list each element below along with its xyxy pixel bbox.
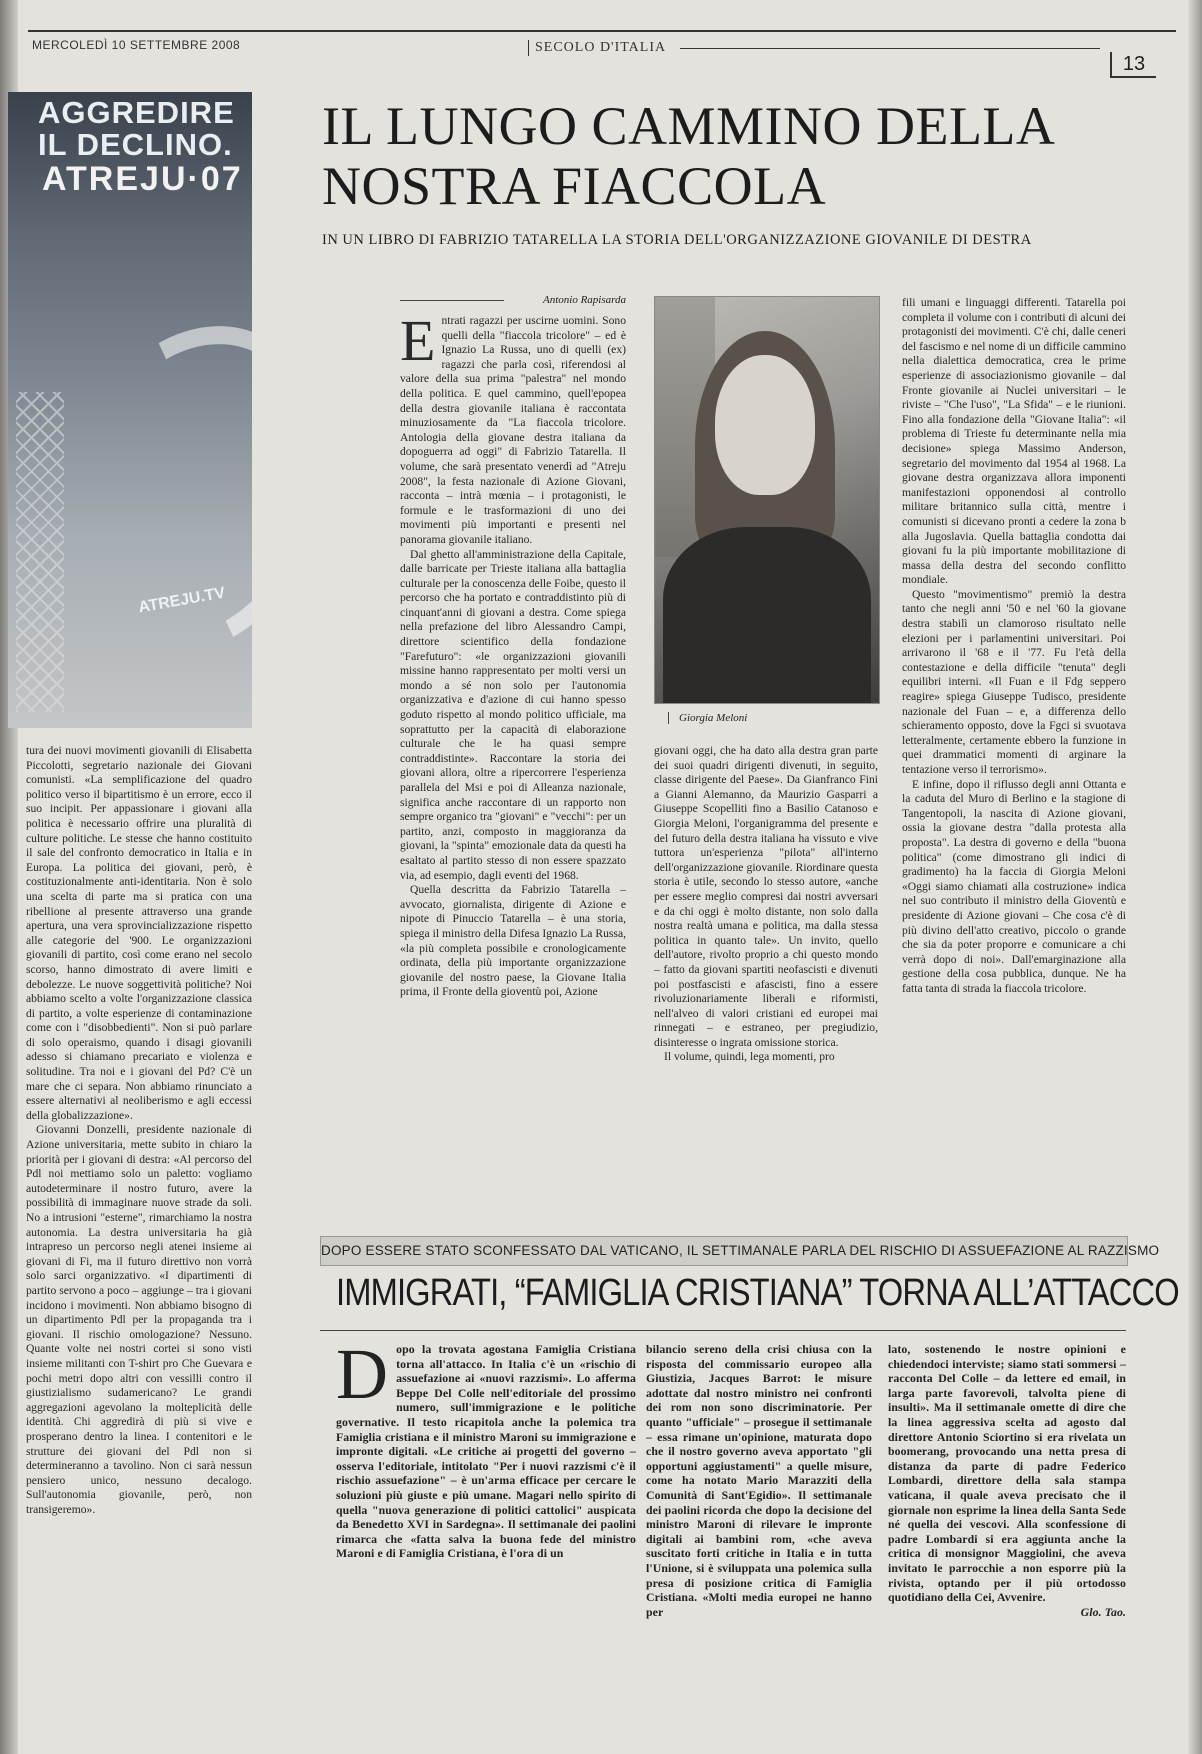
article2-column-2 [646,1342,872,1712]
masthead-rule [680,48,1100,49]
author-byline: Antonio Rapisarda [400,294,626,306]
portrait-photo [654,296,880,704]
article-paragraph: E infine, dopo il riflusso degli anni Ottanta e la caduta del Muro di Berlino e la stagione di Tangentopoli, la nascita di Azione giovani, ossia la giovane destra "dalla protesta alla proposta". La destra di governo e della "buona politica" (come dimostrano gli indici di gradimento) ha la faccia di Giorgia Meloni «Oggi siamo chiamati alla costruzione» indica nel suo contributo il ministro della Gioventù e presidente di Azione giovani – Che cosa c'è di più divino dell'atto creativo, piccolo o grande che sia da poter proporre e comunicare a chi verrà dopo di noi». Dall'emarginazione alla gestione della cosa pubblica, dunque. Ne ha fatta tanta di strada la fiaccola tricolore. [902,777,1126,995]
article-paragraph: Quella descritta da Fabrizio Tatarella – avvocato, giornalista, dirigente di Azione e nipote di Pinuccio Tatarella – è una storia, spiega il ministro della Difesa Ignazio La Russa, «la più completa possibile e cronologicamente ordinata, della più importante organizzazione giovanile del nostro paese, la Giovane Italia prima, il Fronte della gioventù poi, Azione [400,883,626,999]
masthead [28,30,1176,75]
sidebar-paragraph: Giovanni Donzelli, presidente nazionale di Azione universitaria, mette subito in chiaro la priorità per i giovani di destra: «Al percorso del Pdl noi mettiamo solo un paletto: vogliamo autodeterminare il nostro futuro, avere la possibilità di immaginare nuove strade da soli. No a intrusioni "esterne", rimarchiamo la nostra autonomia. La destra universitaria ha già intrapreso un percorso negli atenei insieme ai giovani di Fi, ma il futuro direttivo non vorrà solo sarci organizzativo. «I dipartimenti di partito servono a poco – aggiunge – tra i giovani incidono i movimenti. Non abbiamo bisogno di un dipartimento Pdl per la propaganda tra i giovani. Il rischio omologazione? Nessuno. Quante volte nei nostri cortei si sono visti insieme militanti con T-shirt pro Che Guevara e pochi metri dopo altri con vessilli contro il giustizialismo sudamericano? Le grandi aggregazioni agevolano la molteplicità delle identità. Chi aggredirà di più si vive e prosperano dentro la linea. I contenitori e le strutture dei giovani del Pdl non si determineranno a tavolino. Non ci sarà nessun pensiero unico, nessuno decalogo. Sull'autonomia giovanile, però, non transigeremo». [26,1123,252,1516]
poster-line-1: AGGREDIRE [38,95,235,130]
sidebar-paragraph: tura dei nuovi movimenti giovanili di Elisabetta Piccolotti, segretario nazionale dei Giovani comunisti. «La semplificazione del quadro politico verso il bipartitismo è un errore, ecco il suo incipit. Per appassionare i giovani alla politica è necessario offrire una pluralità di culture politiche. Le stesse che hanno costituito il sale del confronto democratico in Italia e in Europa. La politica dei giovani, però, è costituzionalmente anti-identitaria. Non è solo una scelta di parte ma si pratica con una ribellione al presente attraverso una grande apertura, una vera sprovincializzazione rispetto alle categorie del '900. Le organizzazioni giovanili di partito, così come erano nel secolo scorso, hanno dimostrato di avere limiti e debolezze. Le nuove soggettività politiche? Noi abbiamo scelto a volte l'organizzazione classica di partito, a volte esperienze di contaminazione come con i "disobbedienti". Non si può parlare di solo operaismo, quando i disagi giovanili adesso si chiamano precariato e violenza e solitudine. Tra noi e i giovani del Pd? C'è un mare che ci separa. Non abbiamo rinunciato a essere alternativi al neoliberismo e agli eccessi della globalizzazione». [26,744,252,1122]
article2-rule [320,1330,1126,1331]
sidebar-column [26,744,252,1724]
main-subheadline: IN UN LIBRO DI FABRIZIO TATARELLA LA STORIA DELL'ORGANIZZAZIONE GIOVANILE DI DESTRA [322,232,1032,248]
drop-cap: E [400,314,436,373]
poster-line-3: ATREJU·07 [42,160,243,198]
photo-jacket [663,527,871,704]
page-number: 13 [1110,52,1156,78]
atreju-poster-photo [8,92,252,728]
article2-paragraph: lato, sostenendo le nostre opinioni e chiedendoci interviste; siamo stati sommersi – racconta Del Colle – da lettere ed email, in larga parte favorevoli, talvolta piene di insulti». Ma il settimanale omette di dire che la linea aggressiva scelta ad agosto dal direttore Antonio Sciortino si era rivelata un boomerang, provocando una netta presa di distanza da parte di padre Federico Lombardi, direttore della sala stampa vaticana, il quale aveva precisato che il giornale non esprime la linea della Santa Sede né quella dei vescovi. Alla sconfessione di padre Lombardi si era aggiunta anche la critica di monsignor Maggiolini, che aveva invitato le parrocchie a non esporre più la rivista, optando per il più ortodosso quotidiano della Cei, Avvenire. [888,1342,1126,1605]
article2-headline: IMMIGRATI, “FAMIGLIA CRISTIANA” TORNA ALL’ATTACCO [336,1272,1179,1314]
poster-tag: ATREJU.TV [137,584,227,617]
article-paragraph: fili umani e linguaggi differenti. Tatarella poi completa il volume con i contributi di alcuni dei protagonisti dei movimenti. C'è chi, dalle ceneri del fascismo e nel nome di un difficile cammino nella dialettica democratica, crea le prime esperienze di associazionismo giovanile – dal Fronte giovanile ai Nuclei universitari – le riviste – "Che l'uso", "La Sfida" – e le riunioni. Fino alla fondazione della "Giovane Italia": «il problema di Trieste fu determinante nella mia decisione» spiega Massimo Anderson, segretario del movimento dal 1954 al 1968. La giovane destra organizzava allora imponenti manifestazioni opponendosi al controllo militare britannico sulla città, mentre i comunisti si dicevano pronti a cedere la zona b alla Jugoslavia. Quella battaglia condotta dai giovani fu la più importante mobilitazione di massa della destra del secondo conflitto mondiale. [902,296,1126,587]
article-column-1 [400,314,626,1176]
article2-column-1 [336,1342,636,1712]
masthead-date: MERCOLEDÌ 10 SETTEMBRE 2008 [32,38,241,52]
poster-stage-truss [16,392,64,712]
drop-cap: D [336,1342,389,1414]
article2-signature: Glo. Tao. [1080,1604,1126,1619]
article2-kicker: DOPO ESSERE STATO SCONFESSATO DAL VATICANO, IL SETTIMANALE PARLA DEL RISCHIO DI ASSUEFAZIONE AL RAZZISMO [320,1236,1128,1266]
article-paragraph: Questo "movimentismo" premiò la destra tanto che negli anni '50 e nel '60 la giovane destra stabilì un clamoroso risultato nelle elezioni per i parlamentini universitari. Poi arrivarono il '68 e il '77. Fu l'età della contestazione e della difficile "tenuta" degli equilibri interni. «Il Fuan e il Fdg seppero reagire» spiega Giuseppe Tudisco, presidente nazionale del Fuan – e, a differenza dello schieramento opposto, dove la Fgci si svuotava letteralmente, certamente ebbero la funzione in quei drammatici momenti di arginare la tentazione verso il terrorismo». [902,587,1126,776]
photo-face [715,355,815,495]
poster-line-2: IL DECLINO. [38,127,233,162]
main-headline: IL LUNGO CAMMINO DELLA NOSTRA FIACCOLA [322,96,1053,216]
page-edge-shadow [1188,0,1202,1754]
masthead-paper-name: SECOLO D'ITALIA [528,40,672,56]
article-paragraph: ntrati ragazzi per uscirne uomini. Sono quelli della "fiaccola tricolore" – ed è Ignazio La Russa, uno di quelli (ex) ragazzi che parla così, riferendosi al valore della sua prima "palestra" nel mondo della politica. E quel cammino, quell'epopea della destra giovanile italiana è raccontata minuziosamente da "La fiaccola tricolore. Antologia della giovane destra italiana da dopoguerra ad oggi" di Fabrizio Tatarella. Il volume, che sarà presentato venerdì ad "Atreju 2008", la festa nazionale di Azione Giovani, racconta – intrà mœnia – i protagonisti, le formule e le trasformazioni di uno dei movimenti più importanti e presenti nel panorama giovanile italiano. [400,314,626,546]
article2-paragraph: opo la trovata agostana Famiglia Cristiana torna all'attacco. In Italia c'è un «rischio di assuefazione ai «nuovi razzismi». Lo afferma Beppe Del Colle nell'editoriale del prossimo numero, sull'immigrazione e le politiche governative. Il testo ricapitola anche la polemica tra Famiglia cristiana e il ministro Maroni su immigrazione e impronte digitali. «Le critiche ai progetti del governo – osserva l'editoriale, intitolato "Per i nuovi razzismi c'è il rischio assuefazione" – è un'arma efficace per cercare le soluzioni più giuste e più umane. Magari nello spirito di quella "nuova generazione di politici cattolici" auspicata da Benedetto XVI in Sardegna». Il settimanale dei paolini rimarca che «fatta salva la buona fede del ministro Maroni e di Famiglia Cristiana, è l'ora di un [336,1342,636,1561]
article-column-3 [902,296,1126,1176]
photo-caption: Giorgia Meloni [668,712,747,724]
article-paragraph: Il volume, quindi, lega momenti, pro [664,1050,835,1064]
article-paragraph: Dal ghetto all'amministrazione della Capitale, dalle barricate per Trieste italiana alla battaglia culturale per la conoscenza delle Foibe, questo il percorso che ha portato e contraddistinto più di cinquant'anni di giovani a destra. Come spiega nella prefazione del libro Alessandro Campi, direttore scientifico della fondazione "Farefuturo": «le organizzazioni giovanili missine hanno rappresentato per molti versi un mondo a sé non solo per l'autonomia organizzativa e d'azione di cui hanno spesso goduto rispetto al mondo politico ufficiale, ma soprattutto per la capacità di elaborazione culturale che le ha quasi sempre contraddistinte». Raccontare la storia dei giovani allora, oltre a ripercorrere l'esperienza parallela del Msi e poi di Alleanza nazionale, significa anche raccontare di un rapporto non sempre organico tra "giovani" e "vecchi": per un partito, anzi, composto in maggioranza da giovani, la "spinta" emozionale data da questi ha esaltato al partito stesso di non essere spazzato via, ad esempio, dagli eventi del 1968. [400,547,626,882]
article-column-2 [654,744,878,1176]
article2-paragraph: bilancio sereno della crisi chiusa con la risposta del commissario europeo alla Giustizia, Jacques Barrot: le misure adottate dal nostro ministro nei confronti dei rom non sono discriminatorie. Per quanto "ufficiale" – prosegue il settimanale – essa rimane un'opinione, maturata dopo che il nostro governo aveva apportato "gli opportuni aggiustamenti" a quelle misure, come ha notato Mario Marazziti della Comunità di Sant'Egidio». Il settimanale dei paolini ricorda che dopo la decisione del ministro Maroni di rilevare le impronte digitali ai bambini rom, «che aveva suscitato forti critiche in Italia e in tutta l'Unione, si è sviluppata una polemica sulla presa di posizione critica di Famiglia Cristiana. «Molti media europei ne hanno per [646,1342,872,1619]
article-paragraph: giovani oggi, che ha dato alla destra gran parte dei suoi quadri dirigenti divenuti, in seguito, classe dirigente del Paese». Da Gianfranco Fini a Gianni Alemanno, da Maurizio Gasparri a Giuseppe Scopelliti fino a Basilio Catanoso e Giorgia Meloni, l'organigramma del presente e del futuro della destra italiana ha vissuto e vive tuttora un'esperienza "pilota" all'interno dell'organizzazione giovanile. Riordinare questa storia è utile, secondo lo stesso autore, «anche per essere meglio compresi dai nostri avversari e da chi oggi è molto distante, non solo dalla nostra realtà umana e politica, ma dalla stessa politica in quanto tale». Un invito, quello dell'autore, rivolto proprio a chi questo mondo – fatto da giovani spartiti neofascisti e divenuti poi postfascisti e afascisti, fino a essere rivoluzionariamente liberali e riformisti, nell'alveo di valori cristiani ed europei mai rinnegati – e estraneo, per pregiudizio, disinteresse o ingrata omissione storica. [654,744,878,1049]
article2-column-3 [888,1342,1126,1722]
